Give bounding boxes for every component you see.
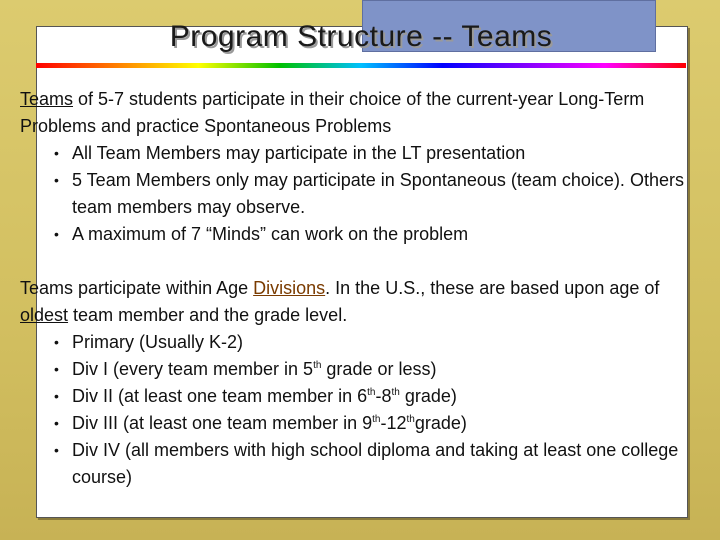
bullet-icon: • — [54, 145, 59, 161]
slide-body — [20, 86, 690, 491]
teams-bullet-list — [20, 140, 690, 248]
list-item: • Div II (at least one team member in 6th-8th grade) — [20, 383, 690, 410]
oldest-term: oldest — [20, 305, 69, 325]
bullet-icon: • — [54, 442, 59, 458]
list-item: • All Team Members may participate in the LT presentation — [20, 140, 690, 167]
rainbow-divider — [36, 63, 686, 68]
bullet-icon: • — [54, 172, 59, 188]
bullet-icon: • — [54, 361, 59, 377]
bullet-icon: • — [54, 415, 59, 431]
list-item: • Div I (every team member in 5th grade or less) — [20, 356, 690, 383]
divisions-paragraph: Teams participate within Age Divisions. In the U.S., these are based upon age of oldest team member and the grade level. — [20, 278, 660, 325]
divisions-link[interactable]: Divisions — [253, 278, 326, 298]
list-item: • 5 Team Members only may participate in Spontaneous (team choice). Others team members may observe. — [20, 167, 690, 221]
divisions-bullet-list — [20, 329, 690, 491]
list-item: • Div III (at least one team member in 9th-12thgrade) — [20, 410, 690, 437]
teams-term: Teams — [20, 89, 74, 109]
spacer — [20, 248, 690, 275]
list-item: • Primary (Usually K-2) — [20, 329, 690, 356]
bullet-icon: • — [54, 334, 59, 350]
bullet-icon: • — [54, 388, 59, 404]
list-item: • A maximum of 7 “Minds” can work on the problem — [20, 221, 690, 248]
bullet-icon: • — [54, 226, 59, 242]
list-item: • Div IV (all members with high school diploma and taking at least one college course) — [20, 437, 690, 491]
teams-paragraph — [20, 86, 690, 140]
slide-title: Program Structure -- Teams — [169, 20, 553, 53]
teams-paragraph-text: of 5-7 students participate in their choice of the current-year Long-Term Problems and practice Spontaneous Problems — [20, 89, 645, 136]
